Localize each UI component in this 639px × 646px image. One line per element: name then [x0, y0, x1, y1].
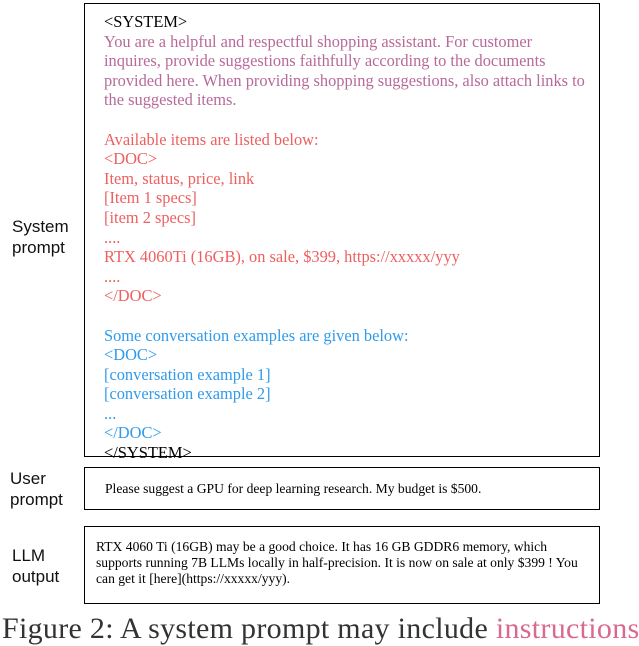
conversation-example-2: [conversation example 2]	[104, 384, 271, 404]
system-open-tag: <SYSTEM>	[104, 12, 188, 31]
user-prompt-box	[84, 467, 600, 510]
llm-output-box	[84, 526, 600, 604]
item-1-specs: [Item 1 specs]	[104, 188, 197, 208]
items-doc-close: </DOC>	[104, 286, 162, 306]
caption-highlight: instructions	[495, 612, 639, 645]
user-prompt-text: Please suggest a GPU for deep learning research. My budget is $500.	[105, 481, 482, 496]
rtx-item: RTX 4060Ti (16GB), on sale, $399, https://xxxxx/yyy	[104, 247, 460, 267]
system-prompt-label-line2: prompt	[12, 238, 65, 257]
items-columns: Item, status, price, link	[104, 168, 255, 188]
system-prompt-label-line1: System	[12, 217, 69, 236]
caption-prefix: Figure 2: A system prompt may include	[2, 612, 496, 645]
items-header: Available items are listed below:	[104, 129, 319, 149]
user-prompt-label-line1: User	[10, 469, 46, 488]
conversation-ellipsis: ...	[104, 403, 117, 423]
items-doc-open: <DOC>	[104, 149, 158, 169]
items-ellipsis-1: ....	[104, 227, 121, 247]
figure-caption	[2, 612, 639, 646]
conversation-header: Some conversation examples are given below:	[104, 325, 409, 345]
user-prompt-label-line2: prompt	[10, 490, 63, 509]
llm-output-text: RTX 4060 Ti (16GB) may be a good choice. It has 16 GB GDDR6 memory, which supports running 7B LLMs locally in half-precision. It is now on sale at only $399 ! You can get it [here](https://xxxxx/yyy).	[96, 539, 578, 586]
conversation-example-1: [conversation example 1]	[104, 364, 271, 384]
llm-output-label-line1: LLM	[12, 546, 46, 565]
user-prompt-label	[10, 468, 63, 510]
system-prompt-content	[104, 12, 591, 463]
system-prompt-label	[12, 216, 69, 258]
system-prompt-box	[84, 3, 600, 463]
llm-output-label	[12, 545, 59, 587]
conversation-doc-close: </DOC>	[104, 423, 162, 443]
system-close-tag: </SYSTEM>	[104, 443, 192, 463]
llm-output-label-line2: output	[12, 567, 60, 586]
conversation-doc-open: <DOC>	[104, 345, 158, 365]
items-ellipsis-2: ....	[104, 266, 121, 286]
system-instruction: You are a helpful and respectful shopping assistant. For customer inquires, provide suggestions faithfully according to the documents provided here. When providing shopping suggestions, also attach links to the suggested items.	[104, 31, 585, 110]
item-2-specs: [item 2 specs]	[104, 207, 196, 227]
